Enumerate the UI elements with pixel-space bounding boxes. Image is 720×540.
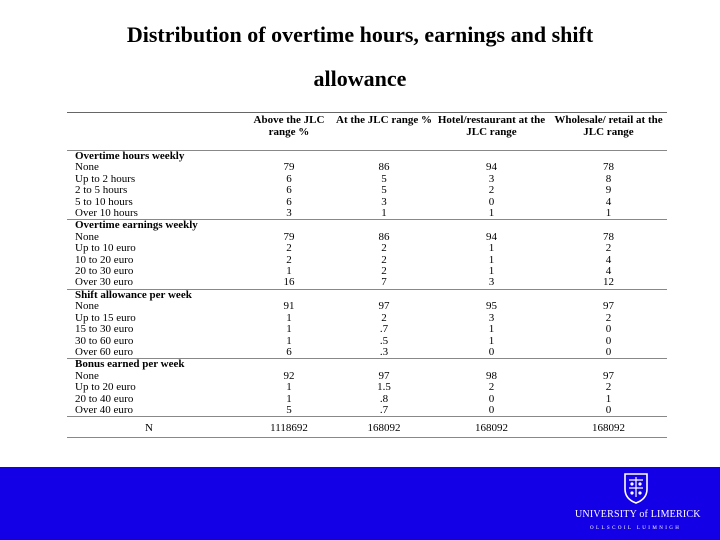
cell-value: 1 bbox=[488, 323, 495, 336]
row-label: 5 to 10 hours bbox=[75, 195, 133, 208]
cell-value: 94 bbox=[486, 161, 497, 174]
section-title: Bonus earned per week bbox=[75, 358, 185, 371]
row-label: 2 to 5 hours bbox=[75, 184, 128, 197]
table-row bbox=[67, 174, 667, 185]
table-section-row bbox=[67, 289, 667, 301]
row-label: 15 to 30 euro bbox=[75, 323, 134, 336]
cell-value: 1 bbox=[605, 392, 612, 405]
cell-value: .5 bbox=[379, 334, 389, 347]
slide-title-line-2: allowance bbox=[313, 66, 407, 91]
table-row bbox=[67, 185, 667, 196]
cell-value: 0 bbox=[605, 345, 612, 358]
cell-value: 3 bbox=[488, 311, 495, 324]
cell-value: 2 bbox=[381, 265, 387, 278]
cell-value: 78 bbox=[603, 230, 614, 243]
cell-value: 5 bbox=[381, 172, 387, 185]
table-row bbox=[67, 301, 667, 312]
table-row bbox=[67, 243, 667, 254]
cell-value: 86 bbox=[378, 230, 390, 243]
table-row bbox=[67, 336, 667, 347]
table-header-row bbox=[67, 113, 667, 151]
cell-value: 1 bbox=[488, 334, 495, 347]
cell-value: 1 bbox=[286, 381, 292, 394]
table-row bbox=[67, 324, 667, 335]
cell-value: 12 bbox=[603, 276, 614, 289]
cell-value: 4 bbox=[605, 195, 612, 208]
cell-value: 2 bbox=[488, 184, 495, 197]
section-title: Overtime hours weekly bbox=[75, 150, 185, 162]
table-row bbox=[67, 382, 667, 393]
cell-value: 1 bbox=[488, 253, 495, 266]
cell-value: .3 bbox=[379, 345, 389, 358]
table-section-row bbox=[67, 359, 667, 371]
table-row bbox=[67, 162, 667, 173]
cell-value: 7 bbox=[381, 276, 387, 289]
cell-value: 79 bbox=[283, 161, 295, 174]
cell-value: 1 bbox=[605, 207, 612, 220]
cell-value: 3 bbox=[381, 195, 387, 208]
table-total-row bbox=[67, 417, 667, 437]
cell-value: .7 bbox=[379, 323, 389, 336]
cell-value: 0 bbox=[488, 403, 495, 416]
row-label: Up to 10 euro bbox=[75, 242, 136, 255]
table-row bbox=[67, 197, 667, 208]
column-header-wholesale-retail: Wholesale/ retail at the JLC range bbox=[554, 114, 663, 138]
row-label: 30 to 60 euro bbox=[75, 334, 134, 347]
cell-value: 1 bbox=[286, 392, 292, 405]
university-name: UNIVERSITY of LIMERICK bbox=[575, 509, 701, 520]
cell-value: 78 bbox=[603, 161, 614, 174]
cell-value: 6 bbox=[286, 172, 292, 185]
row-label: 20 to 40 euro bbox=[75, 392, 134, 405]
row-label: Over 60 euro bbox=[75, 345, 134, 358]
total-value: 168092 bbox=[592, 422, 625, 435]
cell-value: 9 bbox=[605, 184, 612, 197]
total-label: N bbox=[145, 422, 153, 435]
cell-value: 1 bbox=[488, 207, 495, 220]
cell-value: 6 bbox=[286, 195, 292, 208]
table-row bbox=[67, 313, 667, 324]
table-row bbox=[67, 405, 667, 417]
cell-value: 5 bbox=[286, 403, 292, 416]
cell-value: 2 bbox=[286, 253, 292, 266]
table-row bbox=[67, 347, 667, 359]
cell-value: 2 bbox=[286, 242, 292, 255]
column-header-hotel-restaurant: Hotel/restaurant at the JLC range bbox=[437, 114, 546, 138]
cell-value: 0 bbox=[488, 392, 495, 405]
table-row bbox=[67, 255, 667, 266]
row-label: None bbox=[75, 161, 99, 174]
cell-value: 91 bbox=[283, 300, 295, 313]
cell-value: 1 bbox=[286, 265, 292, 278]
distribution-table-container bbox=[67, 112, 667, 438]
cell-value: 86 bbox=[378, 161, 390, 174]
row-label: 10 to 20 euro bbox=[75, 253, 134, 266]
cell-value: 92 bbox=[283, 369, 295, 382]
table-row bbox=[67, 371, 667, 382]
cell-value: 0 bbox=[488, 345, 495, 358]
row-label: Up to 2 hours bbox=[75, 172, 136, 185]
table-section-row bbox=[67, 220, 667, 232]
university-irish-name: OLLSCOIL LUIMNIGH bbox=[590, 526, 682, 531]
cell-value: 97 bbox=[378, 300, 390, 313]
cell-value: 16 bbox=[283, 276, 295, 289]
table-row bbox=[67, 394, 667, 405]
row-label: Over 10 hours bbox=[75, 207, 138, 220]
column-header-above-jlc: Above the JLC range % bbox=[253, 114, 325, 138]
row-label: None bbox=[75, 300, 99, 313]
cell-value: 1 bbox=[488, 242, 495, 255]
cell-value: 98 bbox=[486, 369, 497, 382]
cell-value: 3 bbox=[488, 276, 495, 289]
row-label: Over 30 euro bbox=[75, 276, 134, 289]
cell-value: 1 bbox=[286, 323, 292, 336]
cell-value: 94 bbox=[486, 230, 497, 243]
cell-value: 2 bbox=[381, 253, 387, 266]
cell-value: 0 bbox=[605, 323, 612, 336]
cell-value: 5 bbox=[381, 184, 387, 197]
cell-value: 8 bbox=[605, 172, 612, 185]
section-title: Overtime earnings weekly bbox=[75, 219, 198, 232]
cell-value: 3 bbox=[286, 207, 292, 220]
table-row bbox=[67, 208, 667, 220]
cell-value: 1 bbox=[381, 207, 387, 220]
column-header-label bbox=[67, 113, 243, 151]
row-label: Over 40 euro bbox=[75, 403, 134, 416]
cell-value: 3 bbox=[488, 172, 495, 185]
row-label: 20 to 30 euro bbox=[75, 265, 134, 278]
cell-value: 79 bbox=[283, 230, 295, 243]
total-value: 1118692 bbox=[270, 422, 308, 435]
cell-value: 2 bbox=[488, 381, 495, 394]
cell-value: 6 bbox=[286, 345, 292, 358]
cell-value: 97 bbox=[603, 369, 614, 382]
cell-value: 2 bbox=[381, 311, 387, 324]
cell-value: 2 bbox=[605, 381, 612, 394]
section-title: Shift allowance per week bbox=[75, 288, 192, 301]
table-row bbox=[67, 277, 667, 289]
cell-value: 2 bbox=[605, 242, 612, 255]
table-section-row bbox=[67, 151, 667, 163]
table-row bbox=[67, 232, 667, 243]
row-label: None bbox=[75, 230, 99, 243]
cell-value: 2 bbox=[605, 311, 612, 324]
cell-value: 97 bbox=[603, 300, 614, 313]
table-row bbox=[67, 266, 667, 277]
row-label: Up to 20 euro bbox=[75, 381, 136, 394]
university-crest-icon bbox=[621, 471, 651, 505]
cell-value: 95 bbox=[486, 300, 497, 313]
cell-value: 1 bbox=[488, 265, 495, 278]
cell-value: 1 bbox=[286, 334, 292, 347]
table-body bbox=[67, 151, 667, 438]
total-value: 168092 bbox=[367, 422, 401, 435]
distribution-table bbox=[67, 112, 667, 438]
cell-value: 0 bbox=[605, 403, 612, 416]
cell-value: 4 bbox=[605, 253, 612, 266]
row-label: None bbox=[75, 369, 99, 382]
cell-value: 97 bbox=[378, 369, 390, 382]
cell-value: 0 bbox=[605, 334, 612, 347]
column-header-at-jlc: At the JLC range % bbox=[336, 114, 432, 126]
cell-value: 1 bbox=[286, 311, 292, 324]
cell-value: .7 bbox=[379, 403, 389, 416]
row-label: Up to 15 euro bbox=[75, 311, 136, 324]
cell-value: 4 bbox=[605, 265, 612, 278]
cell-value: 6 bbox=[286, 184, 292, 197]
slide-title-line-1: Distribution of overtime hours, earnings and shift bbox=[126, 22, 594, 47]
cell-value: 0 bbox=[488, 195, 495, 208]
cell-value: 2 bbox=[381, 242, 387, 255]
cell-value: 1.5 bbox=[377, 381, 391, 394]
cell-value: .8 bbox=[379, 392, 389, 405]
total-value: 168092 bbox=[475, 422, 508, 435]
